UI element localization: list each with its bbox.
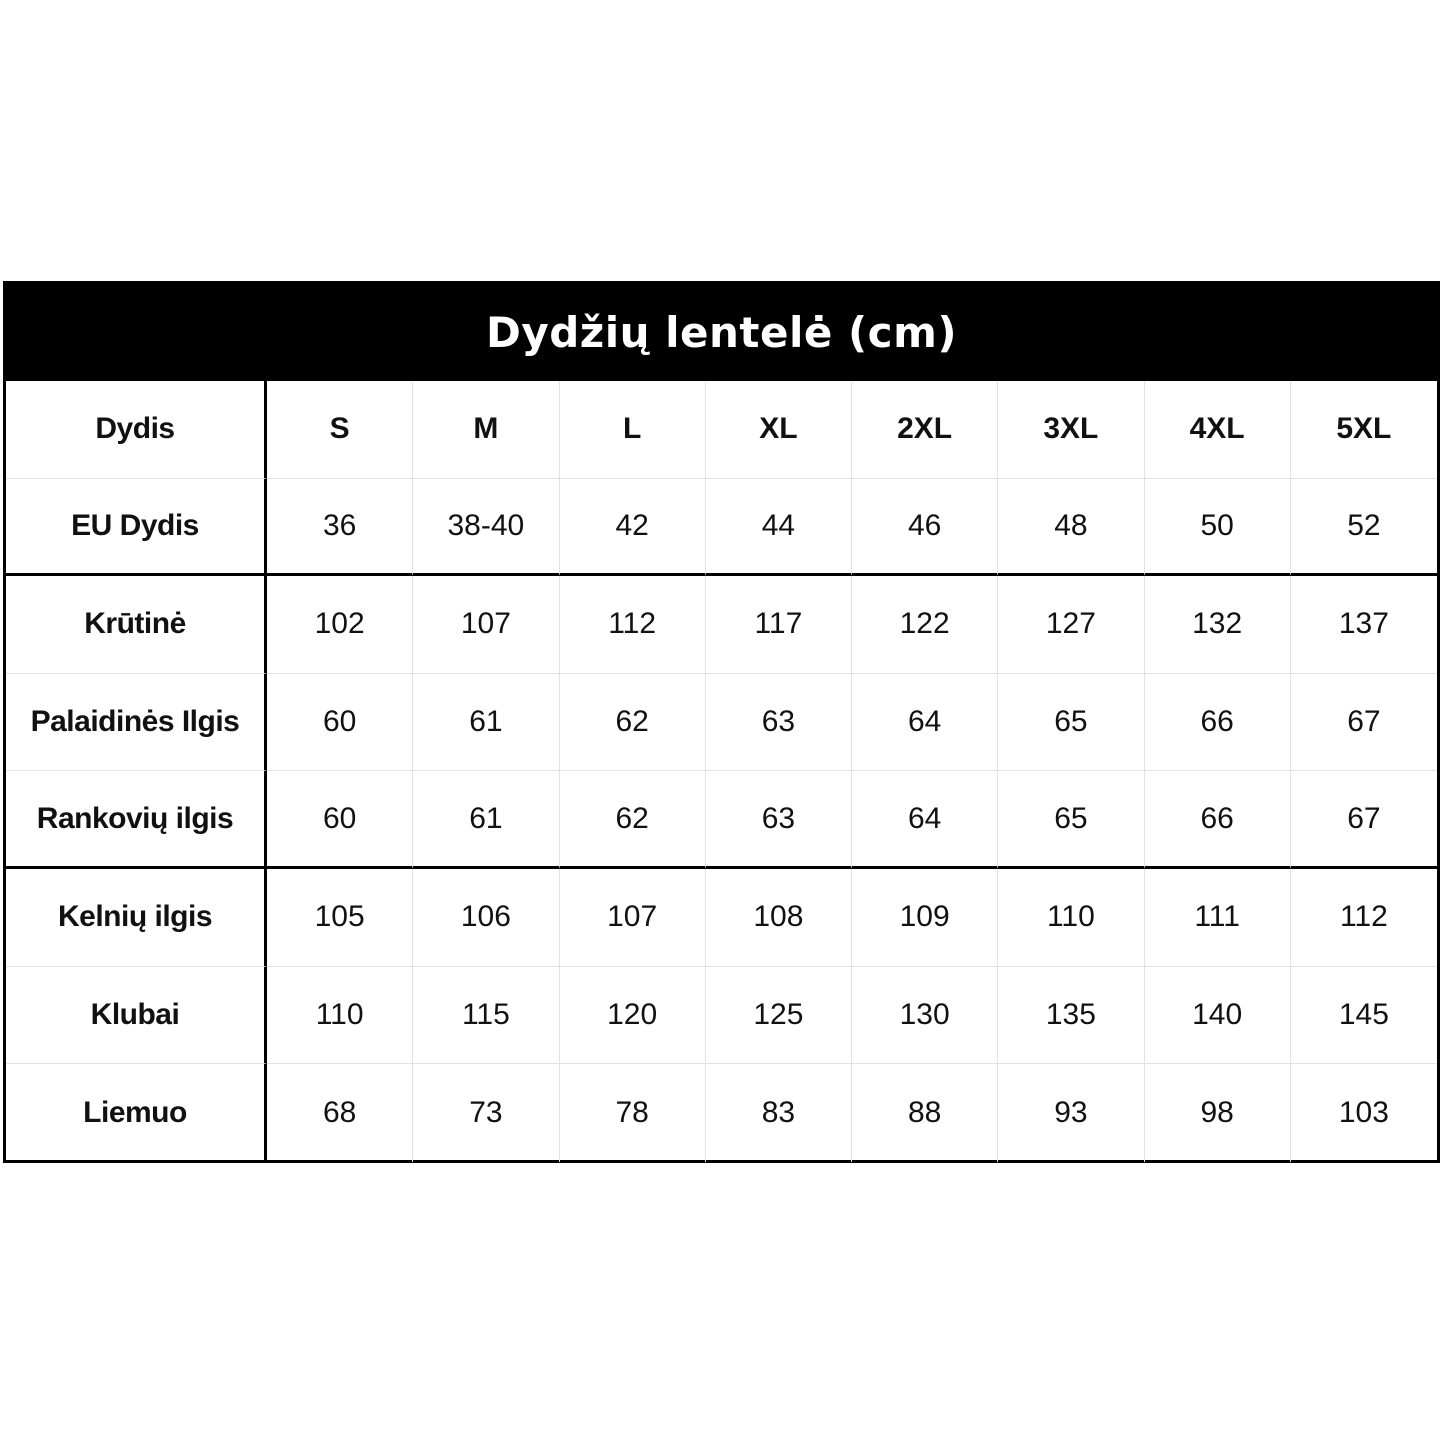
table-cell: 110 — [267, 967, 413, 1065]
table-cell: 66 — [1145, 674, 1291, 772]
table-cell: 107 — [560, 869, 706, 967]
table-cell: 140 — [1145, 967, 1291, 1065]
table-cell: 135 — [998, 967, 1144, 1065]
size-header-cell: L — [560, 381, 706, 479]
table-cell: 61 — [413, 771, 559, 869]
table-cell: 60 — [267, 771, 413, 869]
table-cell: 115 — [413, 967, 559, 1065]
table-cell: 66 — [1145, 771, 1291, 869]
size-header-cell: S — [267, 381, 413, 479]
table-cell: 52 — [1291, 479, 1437, 577]
table-title: Dydžių lentelė (cm) — [6, 284, 1437, 381]
size-header-cell: 2XL — [852, 381, 998, 479]
size-grid — [6, 381, 1437, 1162]
size-header-cell: M — [413, 381, 559, 479]
table-cell: 62 — [560, 674, 706, 772]
table-cell: 145 — [1291, 967, 1437, 1065]
table-cell: 61 — [413, 674, 559, 772]
row-label: EU Dydis — [6, 479, 267, 577]
table-cell: 36 — [267, 479, 413, 577]
table-cell: 63 — [706, 771, 852, 869]
table-cell: 120 — [560, 967, 706, 1065]
table-cell: 38-40 — [413, 479, 559, 577]
row-label: Rankovių ilgis — [6, 771, 267, 869]
table-cell: 88 — [852, 1064, 998, 1162]
table-cell: 112 — [1291, 869, 1437, 967]
table-cell: 109 — [852, 869, 998, 967]
row-label: Dydis — [6, 381, 267, 479]
size-header-cell: 4XL — [1145, 381, 1291, 479]
size-chart-table — [3, 281, 1440, 1163]
row-label: Liemuo — [6, 1064, 267, 1162]
table-cell: 105 — [267, 869, 413, 967]
size-header-cell: 5XL — [1291, 381, 1437, 479]
size-header-cell: XL — [706, 381, 852, 479]
table-cell: 125 — [706, 967, 852, 1065]
table-cell: 98 — [1145, 1064, 1291, 1162]
size-header-cell: 3XL — [998, 381, 1144, 479]
table-cell: 44 — [706, 479, 852, 577]
table-cell: 110 — [998, 869, 1144, 967]
table-cell: 63 — [706, 674, 852, 772]
table-cell: 117 — [706, 576, 852, 674]
table-cell: 48 — [998, 479, 1144, 577]
table-cell: 50 — [1145, 479, 1291, 577]
table-cell: 93 — [998, 1064, 1144, 1162]
table-cell: 83 — [706, 1064, 852, 1162]
row-label: Klubai — [6, 967, 267, 1065]
row-label: Palaidinės Ilgis — [6, 674, 267, 772]
table-cell: 67 — [1291, 771, 1437, 869]
table-cell: 78 — [560, 1064, 706, 1162]
table-cell: 108 — [706, 869, 852, 967]
table-cell: 102 — [267, 576, 413, 674]
table-cell: 65 — [998, 674, 1144, 772]
table-cell: 127 — [998, 576, 1144, 674]
row-label: Krūtinė — [6, 576, 267, 674]
table-cell: 112 — [560, 576, 706, 674]
table-cell: 73 — [413, 1064, 559, 1162]
table-cell: 132 — [1145, 576, 1291, 674]
table-cell: 46 — [852, 479, 998, 577]
table-cell: 107 — [413, 576, 559, 674]
table-cell: 106 — [413, 869, 559, 967]
row-label: Kelnių ilgis — [6, 869, 267, 967]
table-cell: 111 — [1145, 869, 1291, 967]
table-cell: 62 — [560, 771, 706, 869]
table-cell: 68 — [267, 1064, 413, 1162]
table-cell: 103 — [1338, 1095, 1389, 1129]
table-cell: 130 — [852, 967, 998, 1065]
table-cell: 42 — [560, 479, 706, 577]
table-cell: 60 — [267, 674, 413, 772]
table-cell: 64 — [852, 674, 998, 772]
table-cell: 122 — [852, 576, 998, 674]
table-cell: 65 — [998, 771, 1144, 869]
table-cell: 137 — [1291, 576, 1437, 674]
table-cell: 67 — [1291, 674, 1437, 772]
table-cell: 64 — [852, 771, 998, 869]
